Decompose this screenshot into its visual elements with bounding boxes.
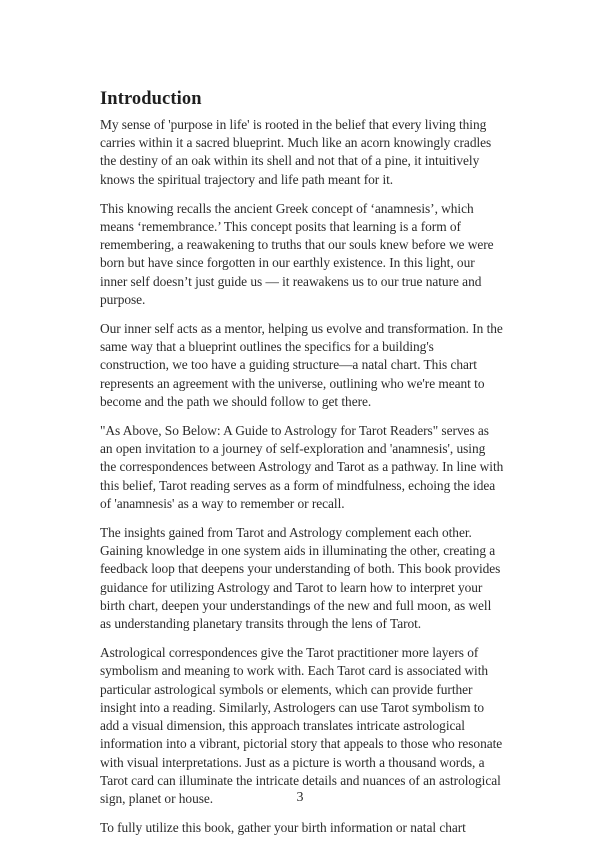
paragraph-1: My sense of 'purpose in life' is rooted in the belief that every living thing carries within it a sacred blueprint. Much like an acorn knowingly cradles the destiny of an oak within its shell and not that of a pine, it intuitively knows the spiritual trajectory and life path meant for it. bbox=[100, 117, 492, 187]
paragraph-6: Astrological correspondences give the Tarot practitioner more layers of symbolism and meaning to work with. Each Tarot card is associated with particular astrological symbols or elements, which can provide further insight into a reading. Similarly, Astrologers can use Tarot symbolism to add a visual dimension, this approach translates intricate astrological information into a vibrant, pictorial story that appeals to those who resonate with visual interpretations. Just as a picture is worth a thousand words, a Tarot card can illuminate the intricate details and nuances of an astrological sign, planet or house. bbox=[100, 645, 503, 806]
paragraph-2: This knowing recalls the ancient Greek concept of ‘anamnesis’, which means ‘remembrance.’ This concept posits that learning is a form of remembering, a reawakening to truths that our souls knew before we were born but have since forgotten in our earthly existence. In this light, our inner self doesn’t just guide us — it reawakens us to our true nature and purpose. bbox=[100, 200, 494, 307]
paragraph-3: Our inner self acts as a mentor, helping us evolve and transformation. In the same way that a blueprint outlines the specifics for a building's construction, we too have a guiding structure—a natal chart. This chart represents an agreement with the universe, outlining who we're meant to become and the path we should follow to get there. bbox=[100, 321, 503, 409]
paragraph-4: "As Above, So Below: A Guide to Astrology for Tarot Readers" serves as an open invitation to a journey of self-exploration and 'anamnesis', using the correspondences between Astrology and Tarot as a pathway. In line with this belief, Tarot reading serves as a form of mindfulness, echoing the idea of 'anamnesis' as a way to remember or recall. bbox=[100, 423, 504, 511]
page-number: 3 bbox=[296, 790, 304, 805]
page-content bbox=[100, 86, 504, 848]
paragraph-7: To fully utilize this book, gather your birth information or natal chart bbox=[100, 820, 466, 836]
section-heading: Introduction bbox=[100, 89, 202, 109]
paragraph-5: The insights gained from Tarot and Astrology complement each other. Gaining knowledge in one system aids in illuminating the other, creating a feedback loop that deepens your understanding of both. This book provides guidance for utilizing Astrology and Tarot to learn how to interpret your birth chart, deepen your understandings of the new and full moon, as well as understanding planetary transits through the lens of Tarot. bbox=[100, 525, 501, 632]
